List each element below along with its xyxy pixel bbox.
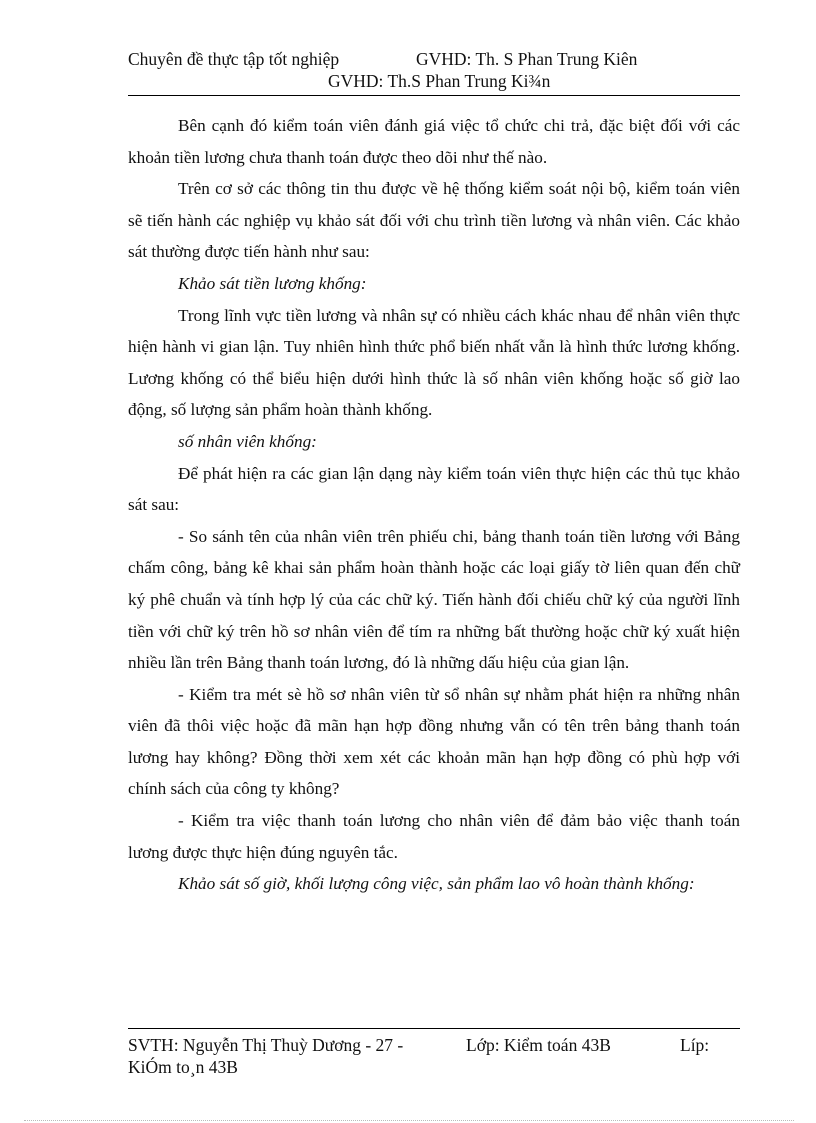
paragraph: Bên cạnh đó kiểm toán viên đánh giá việc tổ chức chi trả, đặc biệt đối với các khoản tiền lương chưa thanh toán được theo dõi như thế nào. xyxy=(128,116,740,167)
header-supervisor-garbled: GVHD: Th.S Phan Trung Ki¾n xyxy=(328,71,551,91)
footer-student: SVTH: Nguyễn Thị Thuỳ Dương - 27 - xyxy=(128,1035,404,1055)
header-report-title: Chuyên đề thực tập tốt nghiệp xyxy=(128,49,340,69)
section-heading: Khảo sát số giờ, khối lượng công việc, sản phẩm lao vô hoàn thành khống: xyxy=(178,874,695,894)
page-footer xyxy=(128,1034,740,1078)
paragraph: Trong lĩnh vực tiền lương và nhân sự có nhiều cách khác nhau để nhân viên thực hiện hành vi gian lận. Tuy nhiên hình thức phổ biến nhất vẫn là hình thức lương khống. Lương khống có thể biểu hiện dưới hình thức là số nhân viên khống hoặc số giờ lao động, số lượng sản phẩm hoàn thành khống. xyxy=(128,305,740,420)
section-heading: Khảo sát tiền lương khống: xyxy=(178,273,367,293)
footer-class: Lớp: Kiểm toán 43B xyxy=(466,1035,611,1055)
footer-divider xyxy=(128,1028,740,1029)
paragraph: Để phát hiện ra các gian lận dạng này kiểm toán viên thực hiện các thủ tục khảo sát sau: xyxy=(128,463,740,515)
paragraph: - So sánh tên của nhân viên trên phiếu chi, bảng thanh toán tiền lương với Bảng chấm công, bảng kê khai sản phẩm hoàn thành hoặc các loại giấy tờ liên quan đến chữ ký phê chuẩn và tính hợp lý của các chữ ký. Tiến hành đối chiếu chữ ký của người lĩnh tiền với chữ ký trên hồ sơ nhân viên để tím ra những bất thường hoặc chữ ký xuất hiện nhiều lần trên Bảng thanh toán lương, đó là những dấu hiệu của gian lận. xyxy=(128,526,740,673)
paragraph: Trên cơ sở các thông tin thu được về hệ thống kiểm soát nội bộ, kiểm toán viên sẽ tiến hành các nghiệp vụ khảo sát đối với chu trình tiền lương và nhân viên. Các khảo sát thường được tiến hành như sau: xyxy=(128,179,740,262)
paragraph: - Kiểm tra mét sè hồ sơ nhân viên từ sổ nhân sự nhằm phát hiện ra những nhân viên đã thôi việc hoặc đã mãn hạn hợp đồng nhưng vẫn có tên trên bảng thanh toán lương hay không? Đồng thời xem xét các khoản mãn hạn hợp đồng có phù hợp với chính sách của công ty không? xyxy=(128,684,740,799)
header-divider xyxy=(128,95,740,96)
footer-class-garbled: KiÓm to¸n 43B xyxy=(128,1057,238,1077)
body-text xyxy=(128,110,740,900)
paragraph: - Kiểm tra việc thanh toán lương cho nhân viên để đảm bảo việc thanh toán lương được thực hiện đúng nguyên tắc. xyxy=(128,811,740,862)
section-heading: số nhân viên khống: xyxy=(178,431,317,451)
page-edge xyxy=(24,1120,794,1121)
footer-class-label-garbled: Líp: xyxy=(680,1035,710,1055)
page-header xyxy=(128,48,740,92)
header-supervisor: GVHD: Th. S Phan Trung Kiên xyxy=(416,49,638,69)
